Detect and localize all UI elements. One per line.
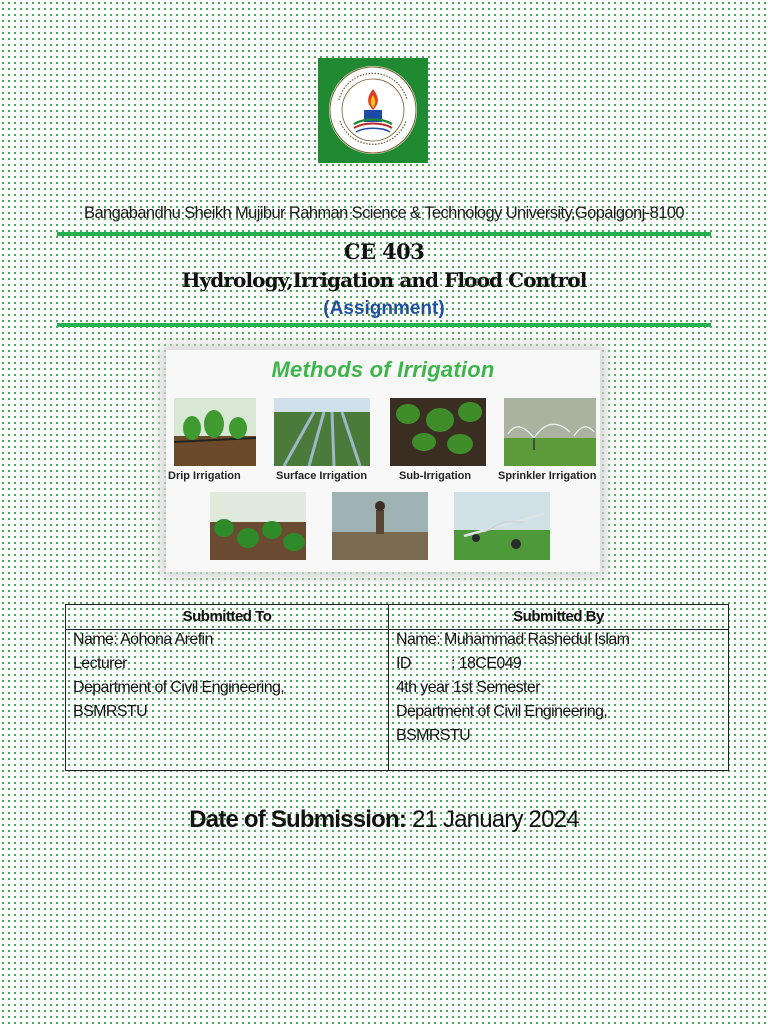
figure-caption: Sprinkler Irrigation bbox=[498, 470, 597, 482]
student-id-value: : 18CE049 bbox=[451, 655, 522, 672]
course-code: CE 403 bbox=[343, 239, 425, 264]
student-id bbox=[396, 655, 522, 673]
figure-caption: Sub-Irrigation bbox=[399, 470, 472, 482]
localized-irrigation-photo bbox=[210, 492, 306, 560]
university-logo bbox=[318, 58, 428, 163]
submission-date bbox=[40, 806, 728, 834]
surface-irrigation-photo bbox=[274, 398, 370, 466]
student-id-label: ID bbox=[396, 655, 411, 672]
bottom-divider bbox=[57, 323, 711, 327]
figure-caption: Surface Irrigation bbox=[276, 470, 368, 482]
irrigation-methods-image bbox=[166, 350, 600, 572]
figure-caption: Drip Irrigation bbox=[168, 470, 241, 482]
student-name: Name: Muhammad Rashedul Islam bbox=[396, 631, 630, 648]
submitted-by-heading: Submitted By bbox=[513, 608, 604, 625]
student-institution: BSMRSTU bbox=[396, 727, 471, 744]
teacher-name: Name: Aohona Arefin bbox=[73, 631, 213, 648]
teacher-department: Department of Civil Engineering, bbox=[73, 679, 285, 696]
center-pivot-irrigation-photo bbox=[454, 492, 550, 560]
student-department: Department of Civil Engineering, bbox=[396, 703, 608, 720]
top-divider bbox=[57, 232, 711, 236]
drip-irrigation-photo bbox=[174, 398, 256, 466]
document-type: (Assignment) bbox=[323, 298, 445, 319]
student-semester: 4th year 1st Semester bbox=[396, 679, 540, 696]
submitted-to-heading: Submitted To bbox=[182, 608, 272, 625]
sprinkler-irrigation-photo bbox=[504, 398, 596, 466]
seal-emblem-icon bbox=[318, 58, 428, 163]
course-title: Hydrology,Irrigation and Flood Control bbox=[181, 268, 587, 292]
table-header-divider bbox=[66, 629, 728, 630]
figure-title: Methods of Irrigation bbox=[271, 357, 495, 382]
teacher-institution: BSMRSTU bbox=[73, 703, 148, 720]
manual-irrigation-photo bbox=[332, 492, 428, 560]
university-name: Bangabandhu Sheikh Mujibur Rahman Science & Technology University,Gopalgonj-8100 bbox=[84, 204, 684, 222]
teacher-designation: Lecturer bbox=[73, 655, 127, 672]
submission-date-label: Date of Submission: bbox=[189, 806, 407, 833]
sub-irrigation-photo bbox=[390, 398, 486, 466]
submission-date-value: 21 January 2024 bbox=[411, 806, 579, 833]
submission-table bbox=[65, 604, 729, 771]
